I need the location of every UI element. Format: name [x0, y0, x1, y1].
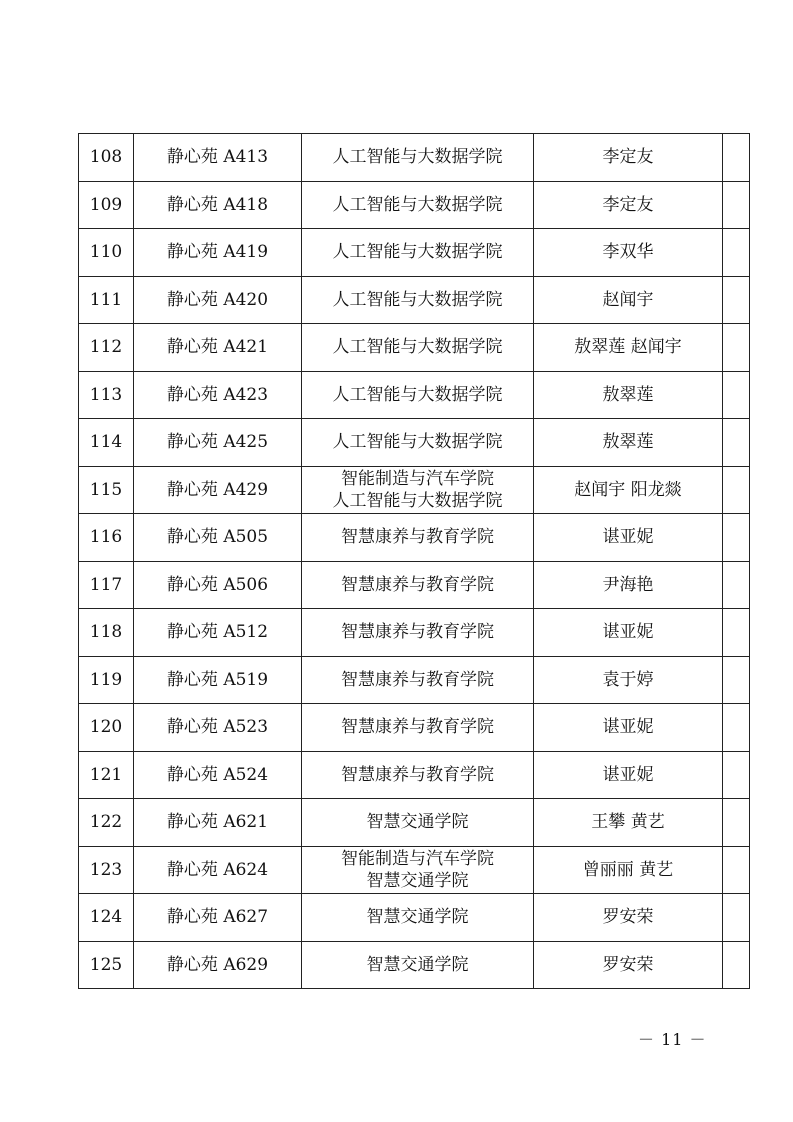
college-name: 智慧交通学院 — [366, 907, 469, 928]
note-cell — [723, 894, 750, 942]
row-number-cell: 112 — [79, 324, 134, 372]
staff-cell: 李定友 — [534, 134, 723, 182]
note-cell — [723, 371, 750, 419]
college-name: 智慧康养与教育学院 — [341, 717, 494, 738]
college-cell — [302, 894, 534, 942]
table-row — [79, 419, 750, 467]
college-cell — [302, 561, 534, 609]
college-name: 人工智能与大数据学院 — [332, 490, 503, 511]
staff-cell: 李双华 — [534, 229, 723, 277]
college-cell — [302, 656, 534, 704]
room-cell: 静心苑 A425 — [134, 419, 302, 467]
room-cell: 静心苑 A421 — [134, 324, 302, 372]
table-row — [79, 894, 750, 942]
college-cell — [302, 229, 534, 277]
room-cell: 静心苑 A419 — [134, 229, 302, 277]
row-number-cell: 122 — [79, 799, 134, 847]
staff-cell: 李定友 — [534, 181, 723, 229]
table-body — [79, 134, 750, 989]
row-number-cell: 111 — [79, 276, 134, 324]
room-cell: 静心苑 A629 — [134, 941, 302, 989]
note-cell — [723, 134, 750, 182]
note-cell — [723, 324, 750, 372]
college-name: 智慧交通学院 — [366, 870, 469, 891]
staff-cell: 敖翠莲 — [534, 419, 723, 467]
note-cell — [723, 561, 750, 609]
college-name: 人工智能与大数据学院 — [332, 242, 503, 263]
table-row — [79, 561, 750, 609]
college-name: 智慧康养与教育学院 — [341, 527, 494, 548]
room-cell: 静心苑 A519 — [134, 656, 302, 704]
college-cell — [302, 466, 534, 514]
table-row — [79, 799, 750, 847]
staff-cell: 罗安荣 — [534, 941, 723, 989]
table-row — [79, 609, 750, 657]
table-row — [79, 466, 750, 514]
college-cell — [302, 276, 534, 324]
staff-cell: 谌亚妮 — [534, 609, 723, 657]
staff-cell: 赵闻宇 阳龙燚 — [534, 466, 723, 514]
college-name: 智慧康养与教育学院 — [341, 622, 494, 643]
table-row — [79, 704, 750, 752]
note-cell — [723, 656, 750, 704]
table-row — [79, 229, 750, 277]
row-number-cell: 110 — [79, 229, 134, 277]
staff-cell: 王攀 黄艺 — [534, 799, 723, 847]
note-cell — [723, 466, 750, 514]
room-cell: 静心苑 A627 — [134, 894, 302, 942]
note-cell — [723, 229, 750, 277]
room-cell: 静心苑 A505 — [134, 514, 302, 562]
table-row — [79, 324, 750, 372]
college-cell — [302, 846, 534, 894]
college-cell — [302, 419, 534, 467]
room-cell: 静心苑 A418 — [134, 181, 302, 229]
table-row — [79, 134, 750, 182]
college-name: 智慧交通学院 — [366, 812, 469, 833]
staff-cell: 敖翠莲 赵闻宇 — [534, 324, 723, 372]
staff-cell: 罗安荣 — [534, 894, 723, 942]
college-name: 人工智能与大数据学院 — [332, 384, 503, 405]
college-name: 人工智能与大数据学院 — [332, 289, 503, 310]
room-cell: 静心苑 A506 — [134, 561, 302, 609]
note-cell — [723, 704, 750, 752]
college-name: 智慧康养与教育学院 — [341, 764, 494, 785]
college-cell — [302, 609, 534, 657]
note-cell — [723, 799, 750, 847]
row-number-cell: 125 — [79, 941, 134, 989]
room-cell: 静心苑 A523 — [134, 704, 302, 752]
row-number-cell: 124 — [79, 894, 134, 942]
staff-cell: 谌亚妮 — [534, 751, 723, 799]
college-name: 人工智能与大数据学院 — [332, 432, 503, 453]
row-number-cell: 118 — [79, 609, 134, 657]
note-cell — [723, 419, 750, 467]
row-number-cell: 121 — [79, 751, 134, 799]
room-cell: 静心苑 A512 — [134, 609, 302, 657]
row-number-cell: 116 — [79, 514, 134, 562]
row-number-cell: 123 — [79, 846, 134, 894]
row-number-cell: 120 — [79, 704, 134, 752]
college-name: 智能制造与汽车学院 — [341, 848, 494, 869]
room-cell: 静心苑 A429 — [134, 466, 302, 514]
room-cell: 静心苑 A524 — [134, 751, 302, 799]
room-cell: 静心苑 A624 — [134, 846, 302, 894]
college-cell — [302, 134, 534, 182]
college-name: 智能制造与汽车学院 — [341, 468, 494, 489]
room-cell: 静心苑 A621 — [134, 799, 302, 847]
row-number-cell: 108 — [79, 134, 134, 182]
table-row — [79, 846, 750, 894]
room-cell: 静心苑 A413 — [134, 134, 302, 182]
college-cell — [302, 324, 534, 372]
college-cell — [302, 799, 534, 847]
college-cell — [302, 751, 534, 799]
note-cell — [723, 751, 750, 799]
table-row — [79, 276, 750, 324]
staff-cell: 袁于婷 — [534, 656, 723, 704]
note-cell — [723, 181, 750, 229]
note-cell — [723, 276, 750, 324]
note-cell — [723, 941, 750, 989]
row-number-cell: 119 — [79, 656, 134, 704]
staff-cell: 敖翠莲 — [534, 371, 723, 419]
page-number: － 11 － — [638, 1030, 707, 1049]
row-number-cell: 115 — [79, 466, 134, 514]
college-cell — [302, 941, 534, 989]
staff-cell: 尹海艳 — [534, 561, 723, 609]
college-name: 人工智能与大数据学院 — [332, 194, 503, 215]
table-row — [79, 181, 750, 229]
table-row — [79, 656, 750, 704]
staff-cell: 谌亚妮 — [534, 704, 723, 752]
room-cell: 静心苑 A423 — [134, 371, 302, 419]
room-cell: 静心苑 A420 — [134, 276, 302, 324]
college-cell — [302, 181, 534, 229]
table-row — [79, 514, 750, 562]
dormitory-table — [78, 133, 750, 989]
college-name: 智慧康养与教育学院 — [341, 574, 494, 595]
staff-cell: 曾丽丽 黄艺 — [534, 846, 723, 894]
table-row — [79, 941, 750, 989]
row-number-cell: 114 — [79, 419, 134, 467]
table-row — [79, 751, 750, 799]
college-name: 人工智能与大数据学院 — [332, 337, 503, 358]
college-cell — [302, 371, 534, 419]
table-row — [79, 371, 750, 419]
staff-cell: 赵闻宇 — [534, 276, 723, 324]
college-cell — [302, 514, 534, 562]
college-name: 人工智能与大数据学院 — [332, 147, 503, 168]
row-number-cell: 117 — [79, 561, 134, 609]
college-name: 智慧交通学院 — [366, 954, 469, 975]
college-cell — [302, 704, 534, 752]
college-name: 智慧康养与教育学院 — [341, 669, 494, 690]
row-number-cell: 113 — [79, 371, 134, 419]
row-number-cell: 109 — [79, 181, 134, 229]
note-cell — [723, 846, 750, 894]
note-cell — [723, 609, 750, 657]
staff-cell: 谌亚妮 — [534, 514, 723, 562]
note-cell — [723, 514, 750, 562]
